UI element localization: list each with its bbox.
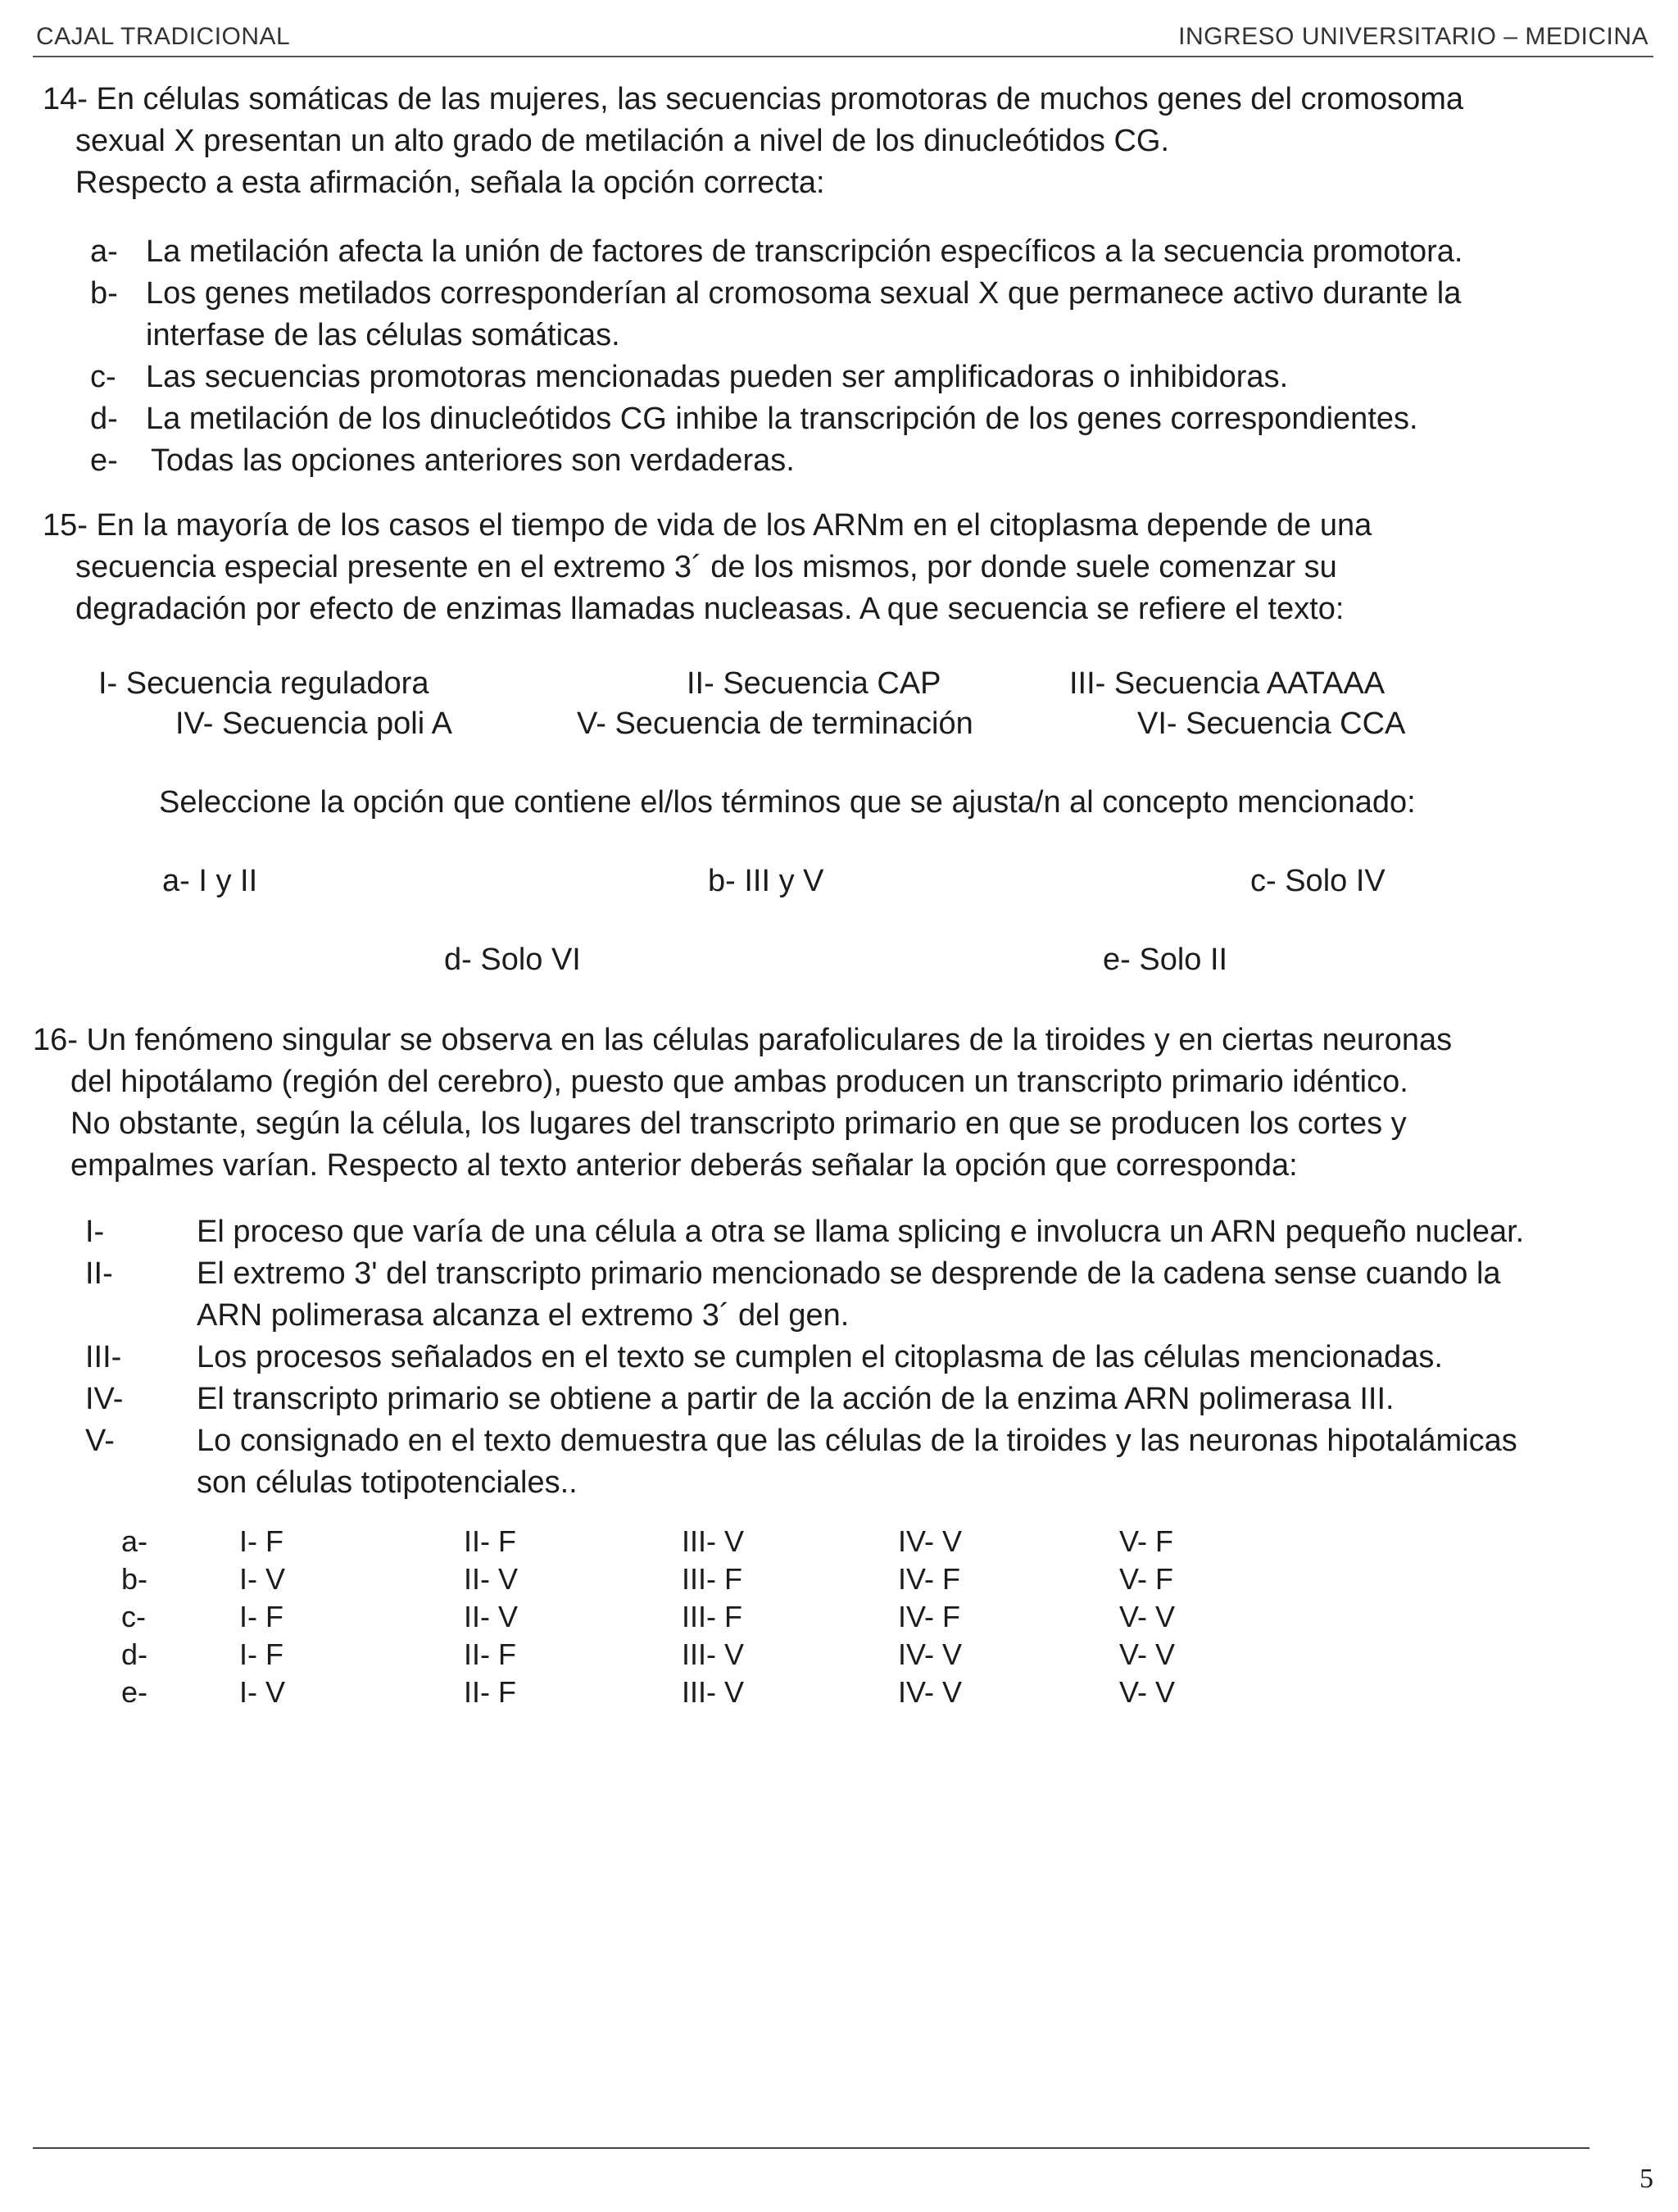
- q14-option-a: La metilación afecta la unión de factores de transcripción específicos a la secuencia promotora.: [146, 234, 1463, 269]
- q16-statement-number: IV-: [85, 1382, 124, 1416]
- q15-term-4: IV- Secuencia poli A: [175, 706, 452, 741]
- answer-cell: I- V: [239, 1562, 286, 1596]
- q16-statement-2: El extremo 3' del transcripto primario mencionado se desprende de la cadena sense cuando la: [197, 1256, 1501, 1291]
- q15-stem: [43, 505, 1372, 630]
- q14-option-letter-spacer: [90, 315, 118, 357]
- q16-statement-3: Los procesos señalados en el texto se cumplen el citoplasma de las células mencionadas.: [197, 1340, 1443, 1374]
- q14-stem-line: Respecto a esta afirmación, señala la opción correcta:: [75, 166, 825, 200]
- q14-option-e: Todas las opciones anteriores son verdaderas.: [151, 443, 795, 478]
- q15-option-e: e- Solo II: [1103, 942, 1228, 977]
- answer-cell: IV- F: [898, 1600, 961, 1633]
- answer-cell: II- F: [464, 1675, 516, 1709]
- answer-cell: I- F: [239, 1600, 283, 1633]
- q16-stem-line: empalmes varían. Respecto al texto anterior deberás señalar la opción que corresponda:: [70, 1148, 1298, 1183]
- q15-term-6: VI- Secuencia CCA: [1137, 706, 1406, 741]
- answer-cell: V- V: [1119, 1600, 1176, 1633]
- q16-statement-4: El transcripto primario se obtiene a partir de la acción de la enzima ARN polimerasa III.: [197, 1382, 1395, 1416]
- q16-statement-5-continued: son células totipotenciales..: [197, 1465, 578, 1500]
- q15-stem-line: 15- En la mayoría de los casos el tiempo de vida de los ARNm en el citoplasma depende de una: [43, 508, 1372, 543]
- answer-cell: IV- V: [898, 1524, 963, 1558]
- q14-option-letter: c-: [90, 360, 116, 394]
- answer-cell: II- V: [464, 1600, 519, 1633]
- q15-stem-line: secuencia especial presente en el extremo 3´ de los mismos, por donde suele comenzar su: [75, 550, 1337, 584]
- q15-stem-line: degradación por efecto de enzimas llamadas nucleasas. A que secuencia se refiere el texto:: [75, 592, 1345, 626]
- answer-cell: V- F: [1119, 1524, 1174, 1558]
- answer-cell: II- F: [464, 1524, 516, 1558]
- q16-statement-number: V-: [85, 1424, 115, 1458]
- page-number: 5: [1639, 2164, 1653, 2194]
- answer-cell: V- V: [1119, 1637, 1176, 1671]
- q15-term-1: I- Secuencia reguladora: [98, 666, 429, 701]
- answer-cell: III- F: [682, 1600, 742, 1633]
- q14-option-letter: d-: [90, 402, 118, 436]
- q16-statements: [197, 1211, 1524, 1504]
- q14-option-letter: e-: [90, 443, 118, 478]
- q16-stem-line: del hipotálamo (región del cerebro), puesto que ambas producen un transcripto primario idéntico.: [70, 1065, 1408, 1099]
- q14-stem-line: sexual X presentan un alto grado de metilación a nivel de los dinucleótidos CG.: [75, 124, 1170, 158]
- q14-option-c: Las secuencias promotoras mencionadas pueden ser amplificadoras o inhibidoras.: [146, 360, 1289, 394]
- q15-option-d: d- Solo VI: [444, 942, 581, 977]
- q16-statement-number: II-: [85, 1256, 113, 1291]
- answer-cell: IV- V: [898, 1675, 963, 1709]
- q14-stem-line: 14- En células somáticas de las mujeres, las secuencias promotoras de muchos genes del cromosoma: [43, 82, 1464, 116]
- answer-cell: IV- F: [898, 1562, 961, 1596]
- answer-cell: III- F: [682, 1562, 742, 1596]
- q16-statement-2-continued: ARN polimerasa alcanza el extremo 3´ del gen.: [197, 1298, 850, 1333]
- q15-option-a: a- I y II: [162, 864, 258, 898]
- answer-cell: III- V: [682, 1524, 745, 1558]
- q15-term-3: III- Secuencia AATAAA: [1069, 666, 1385, 701]
- answer-cell: I- V: [239, 1675, 286, 1709]
- q14-option-letters: [90, 231, 118, 482]
- q15-option-c: c- Solo IV: [1250, 864, 1385, 898]
- q16-statement-numbers: [85, 1211, 123, 1462]
- q15-term-2: II- Secuencia CAP: [687, 666, 941, 701]
- q16-stem-line: No obstante, según la célula, los lugares del transcripto primario en que se producen los cortes y: [70, 1106, 1407, 1141]
- q16-statement-number: III-: [85, 1340, 122, 1374]
- q16-statement-number: I-: [85, 1215, 105, 1249]
- answer-cell: I- F: [239, 1637, 283, 1671]
- header-right: INGRESO UNIVERSITARIO – MEDICINA: [1178, 23, 1649, 50]
- answer-cell: IV- V: [898, 1637, 963, 1671]
- q14-option-d: La metilación de los dinucleótidos CG inhibe la transcripción de los genes correspondientes.: [146, 402, 1418, 436]
- header-left: CAJAL TRADICIONAL: [36, 23, 291, 50]
- q16-statement-1: El proceso que varía de una célula a otra se llama splicing e involucra un ARN pequeño nuclear.: [197, 1215, 1525, 1249]
- q16-statement-5: Lo consignado en el texto demuestra que las células de la tiroides y las neuronas hipotalámicas: [197, 1424, 1517, 1458]
- answer-cell: I- F: [239, 1524, 283, 1558]
- q14-options: [146, 231, 1463, 482]
- q15-prompt: Seleccione la opción que contiene el/los términos que se ajusta/n al concepto mencionado:: [159, 785, 1416, 820]
- q14-stem: [43, 79, 1463, 204]
- q16-stem: [33, 1020, 1452, 1187]
- answer-letter: d-: [121, 1637, 148, 1671]
- answer-cell: II- V: [464, 1562, 519, 1596]
- header-rule: [33, 56, 1653, 57]
- answer-letter: e-: [121, 1675, 148, 1709]
- q14-option-letter: b-: [90, 276, 118, 311]
- answer-cell: V- F: [1119, 1562, 1174, 1596]
- answer-letter: c-: [121, 1600, 146, 1633]
- answer-cell: III- V: [682, 1675, 745, 1709]
- answer-cell: V- V: [1119, 1675, 1176, 1709]
- answer-letter: b-: [121, 1562, 148, 1596]
- answer-cell: III- V: [682, 1637, 745, 1671]
- q16-stem-line: 16- Un fenómeno singular se observa en las células parafoliculares de la tiroides y en ciertas neuronas: [33, 1023, 1453, 1057]
- answer-cell: II- F: [464, 1637, 516, 1671]
- q14-option-b: Los genes metilados corresponderían al cromosoma sexual X que permanece activo durante la: [146, 276, 1462, 311]
- q15-option-b: b- III y V: [708, 864, 824, 898]
- answer-letter: a-: [121, 1524, 148, 1558]
- footer-rule: [33, 2147, 1590, 2149]
- q14-option-letter: a-: [90, 234, 118, 269]
- q16-statement-number-spacer: [85, 1295, 123, 1337]
- q14-option-b-continued: interfase de las células somáticas.: [146, 318, 620, 352]
- q15-term-5: V- Secuencia de terminación: [577, 706, 973, 741]
